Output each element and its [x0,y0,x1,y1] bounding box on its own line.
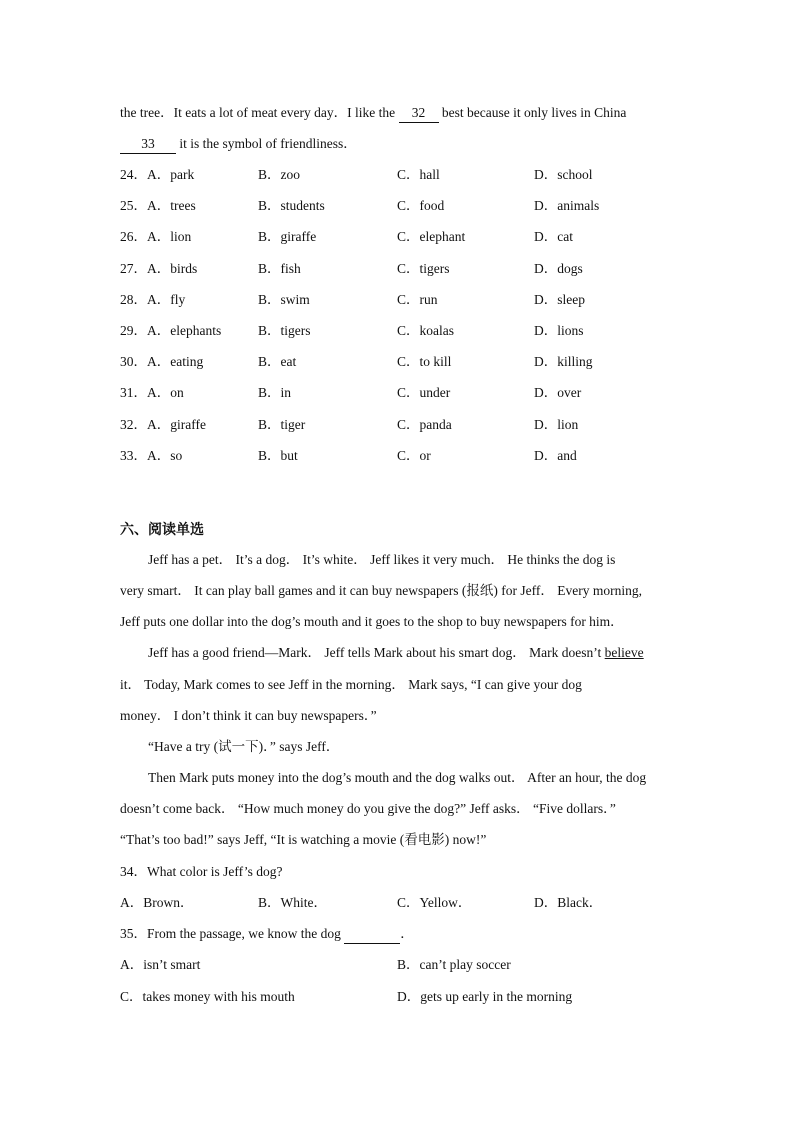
option-b: B．eat [258,354,297,370]
option-a [120,197,196,215]
question-number: 25． [120,198,147,214]
cloze-option-row [120,353,680,371]
passage-line: “That’s too bad!” says Jeff, “It is watching a movie (看电影) now!” [120,832,487,847]
option-a-text: A．fly [147,291,186,307]
passage-line [148,644,644,662]
option-a [120,322,221,340]
option-d: D．Black． [534,895,603,910]
option-a-text: A．park [147,167,195,182]
answer-blank [344,925,400,944]
option-d: D．and [534,447,577,463]
passage-line: it． Today, Mark comes to see Jeff in the morning． Mark says, “I can give your dog [120,677,582,692]
option-c: C．hall [397,167,440,182]
question-34-stem: 34．What color is Jeff’s dog? [120,864,283,879]
option-b: B．in [258,385,292,401]
option-a [120,291,185,309]
question-text: ． [400,926,414,941]
option-a: A．isn’t smart [120,957,201,972]
question-number: 28． [120,291,147,307]
option-c: C．koalas [397,323,454,338]
option-a-text: A．lion [147,229,192,245]
option-c: C．Yellow． [397,895,472,910]
cloze-option-row [120,416,680,434]
option-a [120,447,182,465]
option-a [120,228,191,246]
passage-text: Jeff has a good friend—Mark． Jeff tells Mark about his smart dog． Mark doesn’t [148,645,605,660]
option-d: D．school [534,167,593,182]
question-number: 29． [120,323,147,338]
option-a [120,416,206,434]
underlined-word: believe [604,645,644,660]
cloze-text: it is the symbol of friendliness． [176,136,357,151]
question-number: 24． [120,167,147,182]
question-number: 27． [120,260,147,276]
option-c: C．takes money with his mouth [120,989,295,1004]
question-35-options-row-1 [120,956,680,974]
option-b: B．tigers [258,323,311,338]
option-c: C．under [397,385,451,401]
cloze-option-row [120,166,680,184]
section-heading: 六、阅读单选 [120,522,204,538]
question-number: 26． [120,229,147,245]
cloze-option-row [120,260,680,278]
option-c: C．tigers [397,260,450,276]
option-d: D．killing [534,354,593,370]
cloze-option-row [120,447,680,465]
option-d: D．dogs [534,260,583,276]
passage-line: very smart． It can play ball games and it can buy newspapers (报纸) for Jeff． Every morning, [120,583,642,598]
option-a: A．Brown． [120,895,194,910]
passage-line: Jeff has a pet． It’s a dog． It’s white． Jeff likes it very much． He thinks the dog is [148,552,616,567]
cloze-option-row [120,384,680,402]
option-c: C．elephant [397,229,466,245]
option-c: C．food [397,198,445,214]
question-34-options [120,894,680,912]
option-d: D．lion [534,416,579,432]
option-a [120,260,197,278]
option-b: B．swim [258,291,310,307]
question-number: 32． [120,416,147,432]
option-a-text: A．on [147,385,184,401]
option-a-text: A．so [147,447,183,463]
option-b: B．can’t play soccer [397,957,511,972]
option-a-text: A．trees [147,198,196,214]
question-number: 30． [120,354,147,370]
passage-line: Jeff puts one dollar into the dog’s mouth and it goes to the shop to buy newspapers for him． [120,614,624,629]
option-d: D．over [534,385,582,401]
cloze-line-1 [120,104,626,123]
question-text: 35．From the passage, we know the dog [120,926,345,941]
cloze-option-row [120,228,680,246]
option-b: B．students [258,198,325,214]
cloze-option-row [120,197,680,215]
option-b: B．but [258,447,298,463]
option-d: D．sleep [534,291,585,307]
option-b: B．tiger [258,416,306,432]
question-number: 31． [120,385,147,401]
passage-line: money． I don’t think it can buy newspapers．” [120,708,377,723]
question-35-stem [120,925,414,944]
option-a-text: A．eating [147,354,204,370]
question-35-options-row-2 [120,988,680,1006]
option-a [120,353,203,371]
option-d: D．gets up early in the morning [397,989,573,1004]
option-a [120,384,184,402]
blank-32: 32 [399,104,439,123]
option-c: C．to kill [397,354,452,370]
option-c: C．or [397,447,431,463]
cloze-text: best because it only lives in China [438,105,627,120]
cloze-text: the tree．It eats a lot of meat every day．I like the [120,105,399,120]
option-a-text: A．elephants [147,323,222,338]
option-b: B．White． [258,895,327,910]
option-b: B．zoo [258,167,300,182]
option-a-text: A．birds [147,260,198,276]
cloze-line-2 [120,135,357,154]
passage-line: doesn’t come back． “How much money do you give the dog?” Jeff asks． “Five dollars．” [120,801,616,816]
cloze-option-row [120,322,680,340]
passage-line: “Have a try (试一下)．” says Jeff． [148,739,340,754]
option-b: B．giraffe [258,229,317,245]
question-number: 33． [120,447,147,463]
cloze-option-row [120,291,680,309]
option-d: D．cat [534,229,573,245]
option-d: D．animals [534,198,600,214]
option-c: C．run [397,291,438,307]
option-c: C．panda [397,416,452,432]
blank-33: 33 [120,135,176,154]
option-a [120,166,194,184]
option-a-text: A．giraffe [147,416,206,432]
option-d: D．lions [534,323,584,338]
passage-line: Then Mark puts money into the dog’s mouth and the dog walks out． After an hour, the dog [148,770,647,785]
option-b: B．fish [258,260,301,276]
